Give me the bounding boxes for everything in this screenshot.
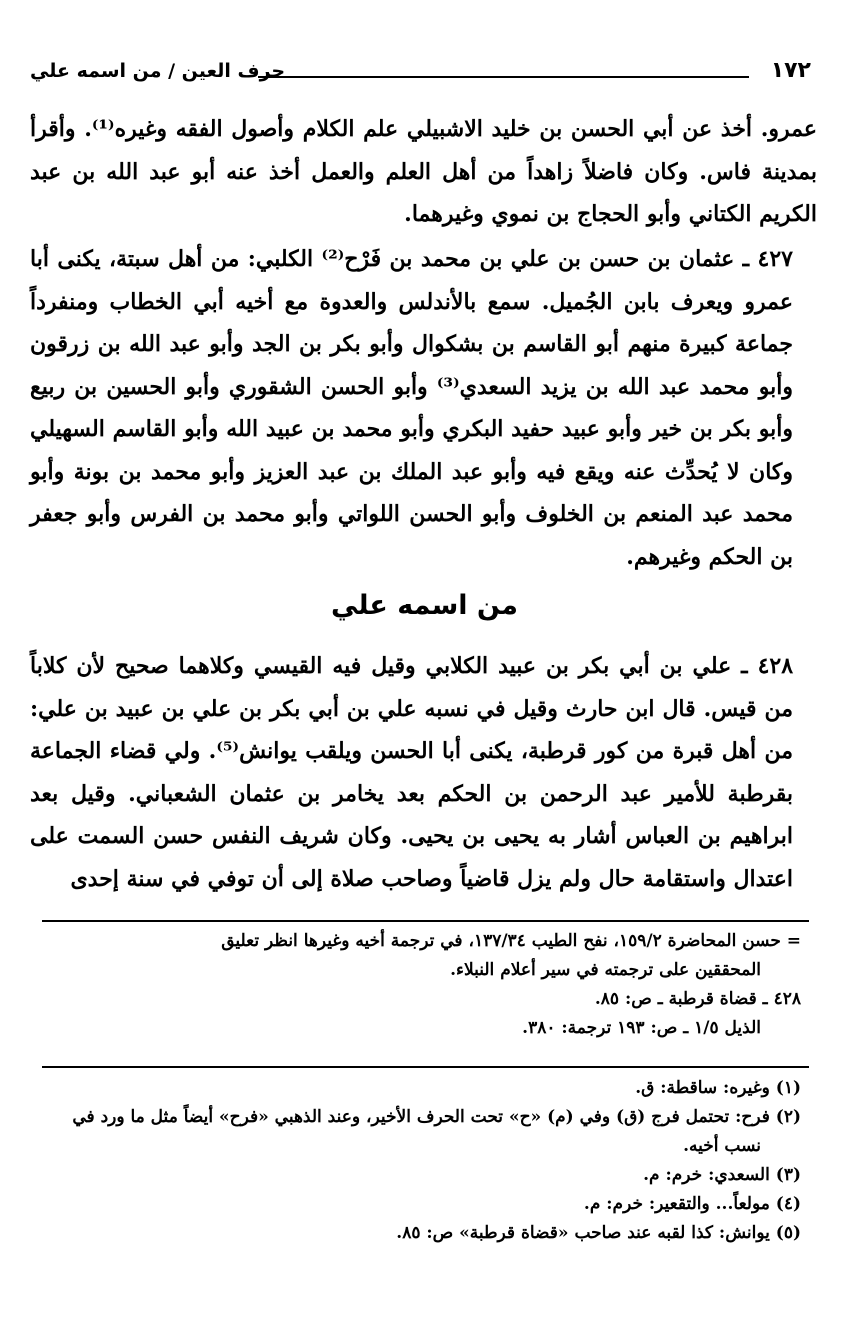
entry-426-continuation xyxy=(30,108,817,236)
footnote: (٢) فرح: تحتمل فرج (ق) وفي (م) «ح» تحت الحرف الأخير، وعند الذهبي «فرح» أيضاً مثل ما ورد في xyxy=(72,1107,801,1127)
footnote: (٣) السعدي: خرم: م. xyxy=(643,1165,801,1185)
footnotes-block xyxy=(40,1074,801,1248)
source-line: الذيل ١/٥ ـ ص: ١٩٣ ترجمة: ٣٨٠. xyxy=(522,1018,761,1038)
running-title: حرف العين / من اسمه علي xyxy=(30,60,286,82)
paragraph: ٤٢٧ ـ عثمان بن حسن بن علي بن محمد بن فَرْح⁽²⁾ الكلبي: من أهل سبتة، يكنى أبا عمرو ويعرف بابن الجُميل. سمع بالأندلس والعدوة مع أخيه أبي الخطاب ومنفرداً جماعة كبيرة منهم أبو القاسم بن بشكوال وأبو بكر بن الجد وأبو عبد الله بن زرقون وأبو محمد عبد الله بن يزيد السعدي⁽³⁾ وأبو الحسن الشقوري وأبو الحسين بن ربيع وأبو بكر بن خير وأبو عبيد حفيد البكري وأبو محمد بن عبيد الله وأبو القاسم السهيلي وكان لا يُحدِّث عنه ويقع فيه وأبو عبد الملك بن عبد العزيز وأبو محمد بن بونة وأبو محمد عبد المنعم بن الخلوف وأبو الحسن اللواتي وأبو محمد بن الفرس وأبو جعفر بن الحكم وغيرهم. xyxy=(30,246,793,570)
page-number: ١٧٢ xyxy=(770,58,811,83)
source-line: = حسن المحاضرة ١٥٩/٢، نفح الطيب ١٣٧/٣٤، في ترجمة أخيه وغيرها انظر تعليق xyxy=(221,931,801,951)
entry-428 xyxy=(30,645,817,900)
footnote: (٤) مولعاً... والتقعير: خرم: م. xyxy=(583,1194,801,1214)
footnote-continuation: نسب أخيه. xyxy=(683,1136,761,1156)
sources-block xyxy=(40,927,801,1043)
source-line: المحققين على ترجمته في سير أعلام النبلاء. xyxy=(450,960,761,980)
section-heading: من اسمه علي xyxy=(331,590,518,621)
page-header xyxy=(30,56,811,90)
paragraph: ٤٢٨ ـ علي بن أبي بكر بن عبيد الكلابي وقيل فيه القيسي وكلاهما صحيح لأن كلاباً من قيس. قال ابن حارث وقيل في نسبه علي بن أبي بكر بن علي بن عبيد بن علي: من أهل قبرة من كور قرطبة، يكنى أبا الحسن ويلقب يوانش⁽⁵⁾. ولي قضاء الجماعة بقرطبة للأمير عبد الرحمن بن الحكم بعد يخامر بن عثمان الشعباني. وقيل بعد ابراهيم بن العباس أشار به يحيى بن يحيى. وكان شريف النفس حسن السمت على اعتدال واستقامة حال ولم يزل قاضياً وصاحب صلاة إلى أن توفي في سنة إحدى xyxy=(30,653,794,892)
footnote-separator xyxy=(42,1066,809,1068)
footnote: (١) وغيره: ساقطة: ق. xyxy=(635,1078,801,1098)
paragraph: عمرو. أخذ عن أبي الحسن بن خليد الاشبيلي علم الكلام وأصول الفقه وغيره⁽¹⁾. وأقرأ بمدينة فاس. وكان فاضلاً زاهداً من أهل العلم والعمل أخذ عنه أبو عبد الله بن عبد الكريم الكتاني وأبو الحجاج بن نموي وغيرهما. xyxy=(30,116,817,227)
source-line: ٤٢٨ ـ قضاة قرطبة ـ ص: ٨٥. xyxy=(594,989,801,1009)
footnote: (٥) يوانش: كذا لقبه عند صاحب «قضاة قرطبة» ص: ٨٥. xyxy=(396,1223,801,1243)
entry-427 xyxy=(30,238,817,578)
footnote-separator xyxy=(42,920,809,922)
header-rule xyxy=(258,76,749,78)
